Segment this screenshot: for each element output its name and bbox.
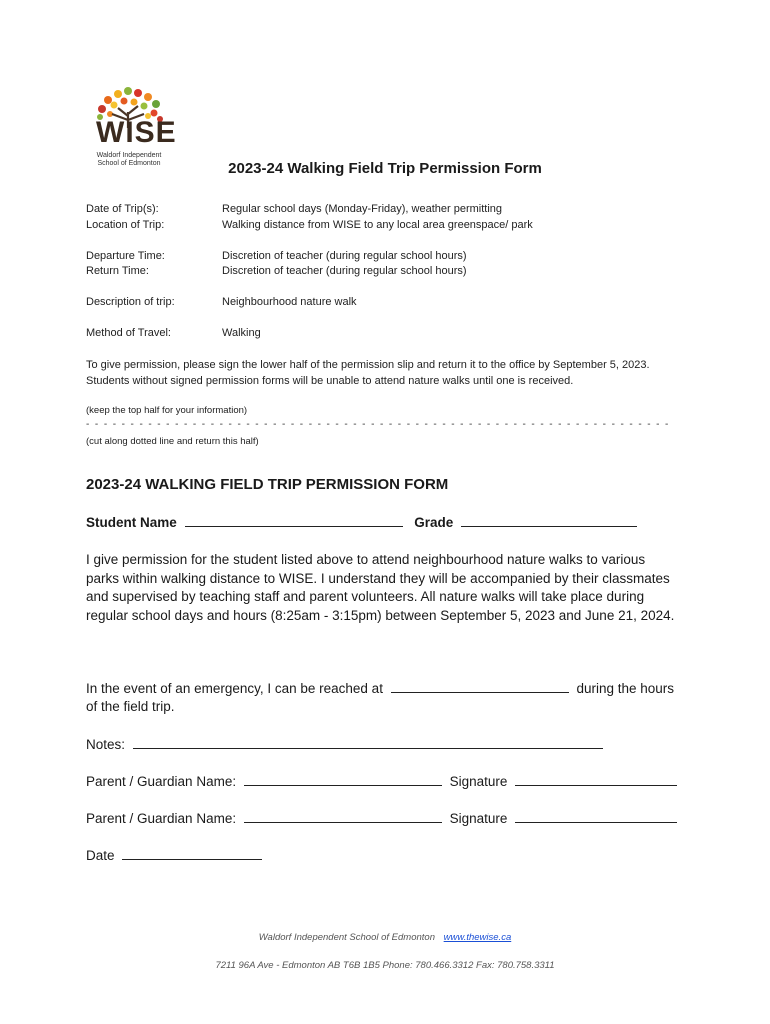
info-label-return: Return Time: [86,265,149,277]
form-title: 2023-24 WALKING FIELD TRIP PERMISSION FORM [86,476,449,493]
grade-field[interactable] [461,514,637,527]
date-field[interactable] [122,847,262,860]
logo-subtitle-line1: Waldorf Independent [96,152,162,159]
info-value-location: Walking distance from WISE to any local area greenspace/ park [222,219,533,231]
signature-label-1: Signature [449,774,508,789]
info-label-date: Date of Trip(s): [86,203,159,215]
info-label-location: Location of Trip: [86,219,165,231]
emergency-suffix: during the hours [576,681,675,696]
notes-row [86,736,607,752]
emergency-line2: of the field trip. [86,699,175,714]
instructions-text: To give permission, please sign the lower half of the permission slip and return it to the office by September 5, 2023. Students without signed permission forms will be unable to attend nature walks until one is received. [86,359,650,387]
signature-field-1[interactable] [515,773,677,786]
signature-label-2: Signature [449,811,508,826]
student-name-label: Student Name [86,515,177,530]
emergency-contact-field[interactable] [391,680,569,693]
logo-wordmark: WISE [96,116,177,149]
info-value-departure: Discretion of teacher (during regular school hours) [222,250,467,262]
info-value-return: Discretion of teacher (during regular school hours) [222,265,467,277]
footer-address: 7211 96A Ave - Edmonton AB T6B 1B5 Phone: 780.466.3312 Fax: 780.758.3311 [215,960,555,971]
footer-school-name: Waldorf Independent School of Edmonton [258,932,435,943]
footer-website-link[interactable]: www.thewise.ca [443,932,512,943]
date-row [86,847,266,863]
info-value-description: Neighbourhood nature walk [222,296,357,308]
parent-label-2: Parent / Guardian Name: [86,811,237,826]
info-label-method: Method of Travel: [86,327,171,339]
cut-line: - - - - - - - - - - - - - - - - - - - - - - - - - - - - - - - - - - - - - - - - - - - - - - - - - - - - - - - - - - - - - - - - - - [86,419,670,430]
notes-field[interactable] [133,736,603,749]
parent-name-field-1[interactable] [244,773,442,786]
notes-label: Notes: [86,737,126,752]
cut-note: (cut along dotted line and return this half) [86,436,259,447]
emergency-prefix: In the event of an emergency, I can be reached at [86,681,383,696]
permission-text: I give permission for the student listed above to attend neighbourhood nature walks to various parks within walking distance to WISE. I understand they will be accompanied by their classmates and supervised by teaching staff and parent volunteers. All nature walks will take place during regular school days and hours (8:25am - 3:15pm) between September 5, 2023 and June 21, 2024. [86,552,675,623]
parent-row-1 [86,773,681,789]
footer-school-line [0,932,770,943]
info-value-method: Walking [222,327,261,339]
grade-label: Grade [414,515,454,530]
student-grade-row [86,514,641,530]
keep-note: (keep the top half for your information) [86,405,248,416]
parent-label-1: Parent / Guardian Name: [86,774,237,789]
date-label: Date [86,848,115,863]
parent-name-field-2[interactable] [244,810,442,823]
logo-subtitle-line2: School of Edmonton [97,160,161,167]
info-value-date: Regular school days (Monday-Friday), weather permitting [222,203,503,215]
signature-field-2[interactable] [515,810,677,823]
emergency-row [86,680,674,696]
info-label-description: Description of trip: [86,296,175,308]
parent-row-2 [86,810,681,826]
info-label-departure: Departure Time: [86,250,165,262]
student-name-field[interactable] [185,514,403,527]
page-title: 2023-24 Walking Field Trip Permission Form [228,160,542,177]
